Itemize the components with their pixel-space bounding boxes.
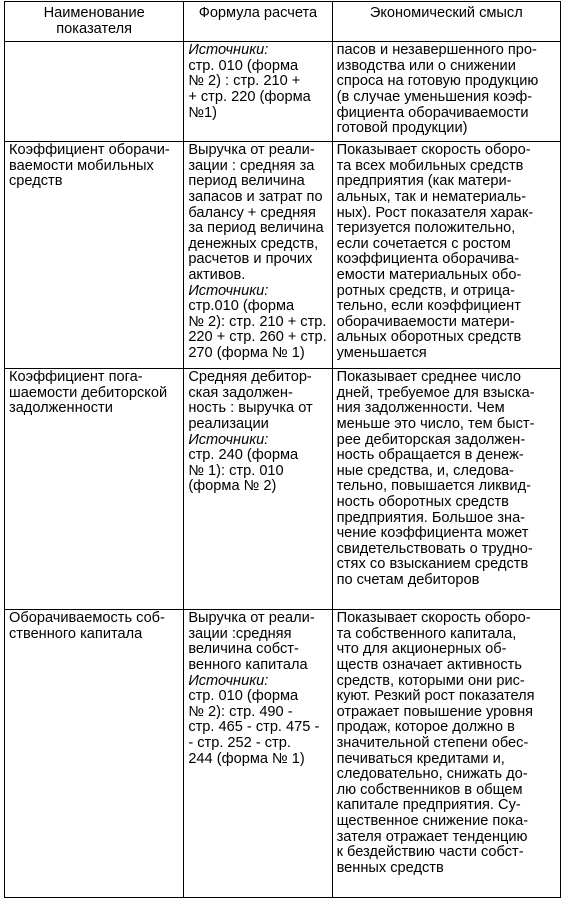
cell-line: венного капитала [188,656,308,673]
cell-line: чение коэффициента может [336,525,529,542]
cell-line: коэффициента оборачива- [336,251,520,268]
cell-line: отражает повышение уровня [336,703,534,720]
cell-line: ность : выручка от [188,400,313,417]
economic-meaning-cell [332,610,560,898]
table-row [5,42,561,142]
cell-line: стр.010 (форма [188,298,295,315]
cell-line: меньше это число, тем быст- [336,415,535,432]
cell-line: зателя отражает тенденцию [336,828,528,845]
sources-label: Источники: [188,431,269,448]
header-line: Наименование [43,5,145,21]
cell-line: + стр. 220 (форма [188,88,311,105]
cell-line: Оборачиваемость соб- [9,610,165,627]
cell-line: активов. [188,266,246,283]
indicator-name-cell [5,42,184,142]
cell-line: № 1): стр. 010 [188,462,284,479]
cell-line: за период величина [188,220,324,237]
header-indicator-name [5,2,184,42]
header-formula [184,2,332,42]
cell-line: ваемости мобильных [9,157,154,174]
cell-line: венных средств [336,859,444,876]
formula-cell [184,42,332,142]
table-row [5,142,561,369]
cell-line: ность оборотных средств [336,493,509,510]
cell-line: альных оборотных средств [336,329,522,346]
cell-line: продаж, которое должно в [336,719,515,736]
sources-label: Источники: [188,672,269,689]
cell-line: альных, так и нематериаль- [336,188,527,205]
cell-line: что для акционерных об- [336,641,507,658]
cell-line: следовательно, снижать до- [336,766,528,783]
table-row [5,610,561,898]
cell-line: Показывает скорость оборо- [336,610,531,627]
cell-line: стр. 010 (форма [188,688,299,705]
cell-line: предприятия (как матери- [336,173,512,190]
economic-meaning-cell [332,42,560,142]
cell-line: оборачиваемости матери- [336,313,515,330]
cell-line: ния задолженности. Чем [336,400,505,417]
cell-line: рее дебиторская задолжен- [336,431,526,448]
cell-line: дней, требуемое для взыска- [336,384,535,401]
cell-line: расчетов и прочих [188,251,313,268]
cell-line: зации :средняя [188,625,292,642]
indicator-name-cell [5,610,184,898]
cell-line: (в случае уменьшения коэф- [336,88,533,105]
cell-line: № 2): стр. 490 - [188,703,293,720]
cell-line: печиваться кредитами и, [336,750,505,767]
sources-label: Источники: [188,42,269,59]
cell-line: Коэффициент пога- [9,369,143,386]
cell-line: лю собственников в общем [336,781,523,798]
cell-line: предприятия. Большое зна- [336,509,526,526]
cell-line: к бездействию части собст- [336,844,524,861]
cell-line: стр. 465 - стр. 475 - [188,719,320,736]
formula-cell [184,610,332,898]
cell-line: зации : средняя за [188,157,315,174]
cell-line: № 2) : стр. 210 + [188,73,301,90]
cell-line: стр. 010 (форма [188,57,299,74]
cell-line: ротных средств, и отрица- [336,282,515,299]
cell-line: куют. Резкий рост показателя [336,688,535,705]
cell-line: средств [9,173,63,190]
cell-line: та всех мобильных средств [336,157,524,174]
cell-line: теризуется положительно, [336,220,516,237]
cell-line: Выручка от реали- [188,610,315,627]
cell-line: задолженности [9,400,113,417]
sources-label: Источники: [188,282,269,299]
cell-line: величина собст- [188,641,299,658]
cell-line: та собственного капитала, [336,625,517,642]
header-line: показателя [56,20,133,37]
header-line: Формула расчета [198,5,318,21]
cell-line: №1) [188,104,217,121]
indicators-table [4,1,561,898]
cell-line: Коэффициент оборачи- [9,142,170,159]
cell-line: Показывает среднее число [336,369,522,386]
cell-line: шаемости дебиторской [9,384,168,401]
cell-line: - стр. 252 - стр. [188,734,291,751]
cell-line: денежных средств, [188,235,319,252]
header-line: Экономический смысл [369,5,523,21]
cell-line: ность обращается в денеж- [336,447,524,464]
cell-line: фициента оборачиваемости [336,104,529,121]
cell-line: Выручка от реали- [188,142,315,159]
cell-line: если сочетается с ростом [336,235,511,252]
cell-line: период величина [188,173,305,190]
cell-line: стр. 240 (форма [188,447,299,464]
cell-line: ская задолжен- [188,384,293,401]
cell-line: запасов и затрат по [188,188,323,205]
cell-line: 270 (форма № 1) [188,344,305,361]
cell-line: изводства или о снижении [336,57,516,74]
formula-cell [184,369,332,610]
cell-line: 244 (форма № 1) [188,750,305,767]
cell-line: ные средства, и, следова- [336,462,514,479]
cell-line: по счетам дебиторов [336,571,480,588]
formula-cell [184,142,332,369]
cell-line: готовой продукции) [336,120,468,137]
cell-line: значительной степени обес- [336,734,529,751]
cell-line: тельно, повышается ликвид- [336,478,531,495]
cell-line: ственного капитала [9,625,143,642]
cell-line: № 2): стр. 210 + стр. [188,313,327,330]
indicator-name-cell [5,142,184,369]
cell-line: Средняя дебитор- [188,369,312,386]
cell-line: средств, которыми они рис- [336,672,525,689]
cell-line: емости материальных обо- [336,266,522,283]
cell-line: (форма № 2) [188,478,277,495]
table-header-row [5,2,561,42]
economic-meaning-cell [332,369,560,610]
cell-line: Показывает скорость оборо- [336,142,531,159]
cell-line: реализации [188,415,269,432]
header-economic-meaning [332,2,560,42]
indicator-name-cell [5,369,184,610]
cell-line: уменьшается [336,344,427,361]
cell-line: ных). Рост показателя харак- [336,204,534,221]
cell-line: свидетельствовать о трудно- [336,540,533,557]
cell-line: балансу + средняя [188,204,316,221]
economic-meaning-cell [332,142,560,369]
cell-line: стях со взысканием средств [336,556,529,573]
table-row [5,369,561,610]
cell-line: щественное снижение пока- [336,812,529,829]
cell-line: тельно, если коэффициент [336,298,521,315]
cell-line: пасов и незавершенного про- [336,42,537,59]
cell-line: капитале предприятия. Су- [336,797,521,814]
cell-line: ществ означает активность [336,656,522,673]
cell-line: 220 + стр. 260 + стр. [188,329,327,346]
cell-line: спроса на готовую продукцию [336,73,539,90]
